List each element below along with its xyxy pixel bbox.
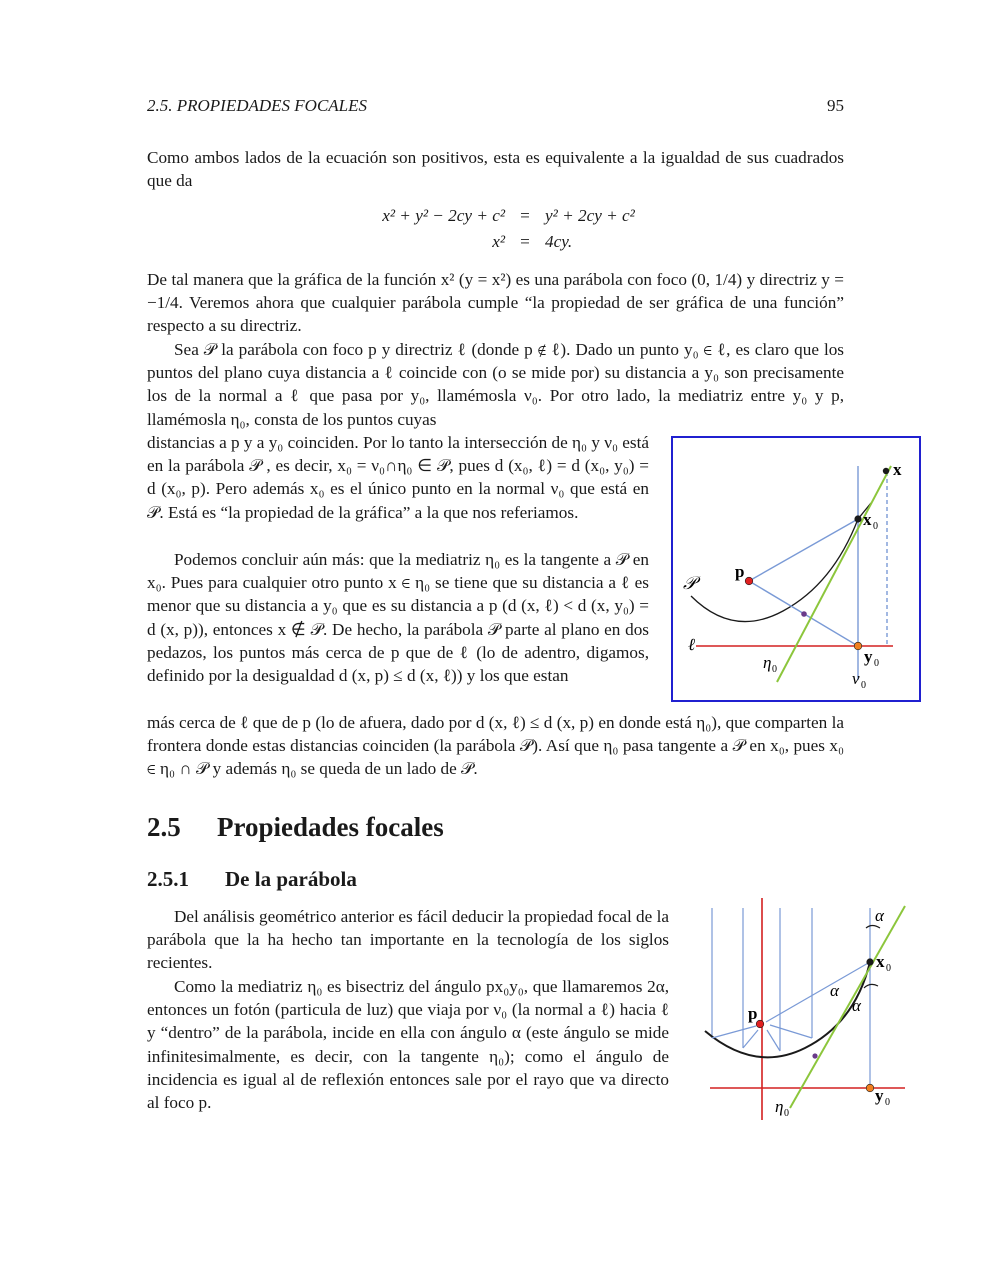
label-nu0-sub: 0 (861, 680, 866, 691)
equation-block (300, 203, 700, 255)
running-head (147, 96, 844, 118)
paragraph-focal-property: Del análisis geométrico anterior es fácil deducir la propiedad focal de la parábola que la ha hecho tan importante en la tecnología de los siglos recientes. (147, 907, 669, 973)
label-alpha-left: α (830, 981, 839, 1000)
point-y0 (854, 642, 862, 650)
paragraph-tangent-continued: más cerca de ℓ que de p (lo de afuera, dado por d (x, ℓ) ≤ d (x, p) en donde está η₀), que comparten la frontera donde estas distancias coinciden (la parábola 𝒫). Así que η₀ pasa tangente a 𝒫 en x₀, pues x₀ ∈ η₀ ∩ 𝒫 y además η₀ se queda de un lado de 𝒫. (147, 713, 844, 779)
label-parabola: 𝒫 (683, 573, 696, 593)
angle-arc (864, 984, 878, 988)
label-eta0: η (775, 1097, 784, 1116)
paragraph-bisector: Como la mediatriz η₀ es bisectriz del ángulo px₀y₀, que llamaremos 2α, entonces un fotón (particula de luz) que viaja por ν₀ (la normal a ℓ) hacia ℓ y “dentro” de la parábola, incide en ella con ángulo α (este ángulo se mide infinitesimalmente, es decir, con la tangente η₀); como el ángulo de incidencia es igual al de reflexión entonces sale por el rayo que va directo al foco p. (147, 977, 669, 1113)
figure-parabola-tangent (671, 436, 921, 702)
figure-frame (672, 437, 920, 701)
label-p: p (748, 1004, 758, 1023)
section-number: 2.5 (147, 812, 181, 842)
page-number: 95 (827, 96, 844, 115)
equation-op: = (520, 206, 530, 225)
equation-rhs: 4cy. (545, 232, 573, 251)
label-x0: x (876, 952, 885, 971)
equation-op: = (520, 232, 530, 251)
label-eta0: η (763, 653, 772, 672)
label-x0: x (863, 510, 872, 529)
label-eta0-sub: 0 (772, 664, 777, 675)
midpoint (801, 611, 807, 617)
label-alpha-top: α (875, 906, 884, 925)
section-title: Propiedades focales (217, 812, 444, 842)
paragraph-graph-function: De tal manera que la gráfica de la función x² (y = x²) es una parábola con foco (0, 1/4) y directriz y = −1/4. Veremos ahora que cualquier parábola cumple “la propiedad de ser gráfica de una función” respecto a su directriz. (147, 270, 844, 336)
label-alpha-right: α (852, 996, 861, 1015)
paragraph-parabola-definition: Sea 𝒫 la parábola con foco p y directriz ℓ (donde p ∉ ℓ). Dado un punto y₀ ∈ ℓ, es claro que los puntos del plano cuya distancia a ℓ coincide con (o se mide por) su distancia a y₀ son precisamente los de la normal a ℓ que pasa por y₀, llamémosla ν₀. Por otro lado, la mediatriz entre y₀ y p, llamémosla η₀, consta de los puntos cuyas (147, 340, 844, 429)
tangent-line-eta0 (777, 466, 891, 682)
figure-focal-reflection (700, 898, 910, 1120)
focus-point-p (745, 577, 753, 585)
label-ell: ℓ (688, 635, 696, 654)
midpoint (812, 1053, 817, 1058)
label-nu0: ν (852, 669, 860, 688)
point-x0 (866, 958, 873, 965)
point-x0 (854, 515, 861, 522)
equation-row (300, 229, 700, 255)
reflected-ray (743, 1030, 758, 1048)
subsection-number: 2.5.1 (147, 867, 189, 891)
point-y0 (866, 1084, 874, 1092)
label-y0-sub: 0 (874, 658, 879, 669)
label-eta0-sub: 0 (784, 1108, 789, 1119)
equation-rhs: y² + 2cy + c² (545, 206, 635, 225)
intro-paragraph: Como ambos lados de la ecuación son positivos, esta es equivalente a la igualdad de sus cuadrados que da (147, 148, 844, 191)
angle-arc (866, 926, 880, 929)
equation-lhs: x² + y² − 2cy + c² (382, 206, 505, 225)
label-x: x (893, 460, 902, 479)
subsection-heading (147, 867, 357, 892)
section-heading (147, 812, 444, 843)
label-y0: y (875, 1086, 884, 1105)
label-y0: y (864, 647, 873, 666)
paragraph-intersection: distancias a p y a y₀ coinciden. Por lo tanto la intersección de η₀ y ν₀ está en la parábola 𝒫 , es decir, x₀ = ν₀∩η₀ ∈ 𝒫, pues d (x₀, ℓ) = d (x₀, y₀) = d (x₀, p). Pero además x₀ es el único punto en la normal ν₀ que está en 𝒫. Está es “la propiedad de la gráfica” a la que nos referiamos. (147, 433, 649, 522)
tangent-line-eta0 (790, 906, 905, 1108)
label-x0-sub: 0 (886, 963, 891, 974)
segment-p-x0 (749, 519, 858, 581)
label-x0-sub: 0 (873, 521, 878, 532)
running-head-section: 2.5. PROPIEDADES FOCALES (147, 96, 368, 115)
reflected-ray (770, 1025, 812, 1038)
point-x (883, 468, 889, 474)
label-p: p (735, 562, 745, 581)
reflected-ray (712, 1026, 756, 1038)
reflected-ray (767, 1030, 780, 1051)
paragraph-tangent: Podemos concluir aún más: que la mediatriz η₀ es la tangente a 𝒫 en x₀. Pues para cualquier otro punto x ∈ η₀ se tiene que su distancia a ℓ es menor que su distancia a y₀ que es su distancia a p (d (x, ℓ) < d (x, y₀) = d (x, p)), entonces x ∉ 𝒫. De hecho, la parábola 𝒫 parte al plano en dos pedazos, los puntos más cerca de p que de ℓ (lo de adentro, digamos, definido por la desigualdad d (x, p) ≤ d (x, ℓ)) y los que estan (147, 550, 649, 686)
equation-row (300, 203, 700, 229)
label-y0-sub: 0 (885, 1097, 890, 1108)
equation-lhs: x² (492, 232, 505, 251)
subsection-title: De la parábola (225, 867, 357, 891)
